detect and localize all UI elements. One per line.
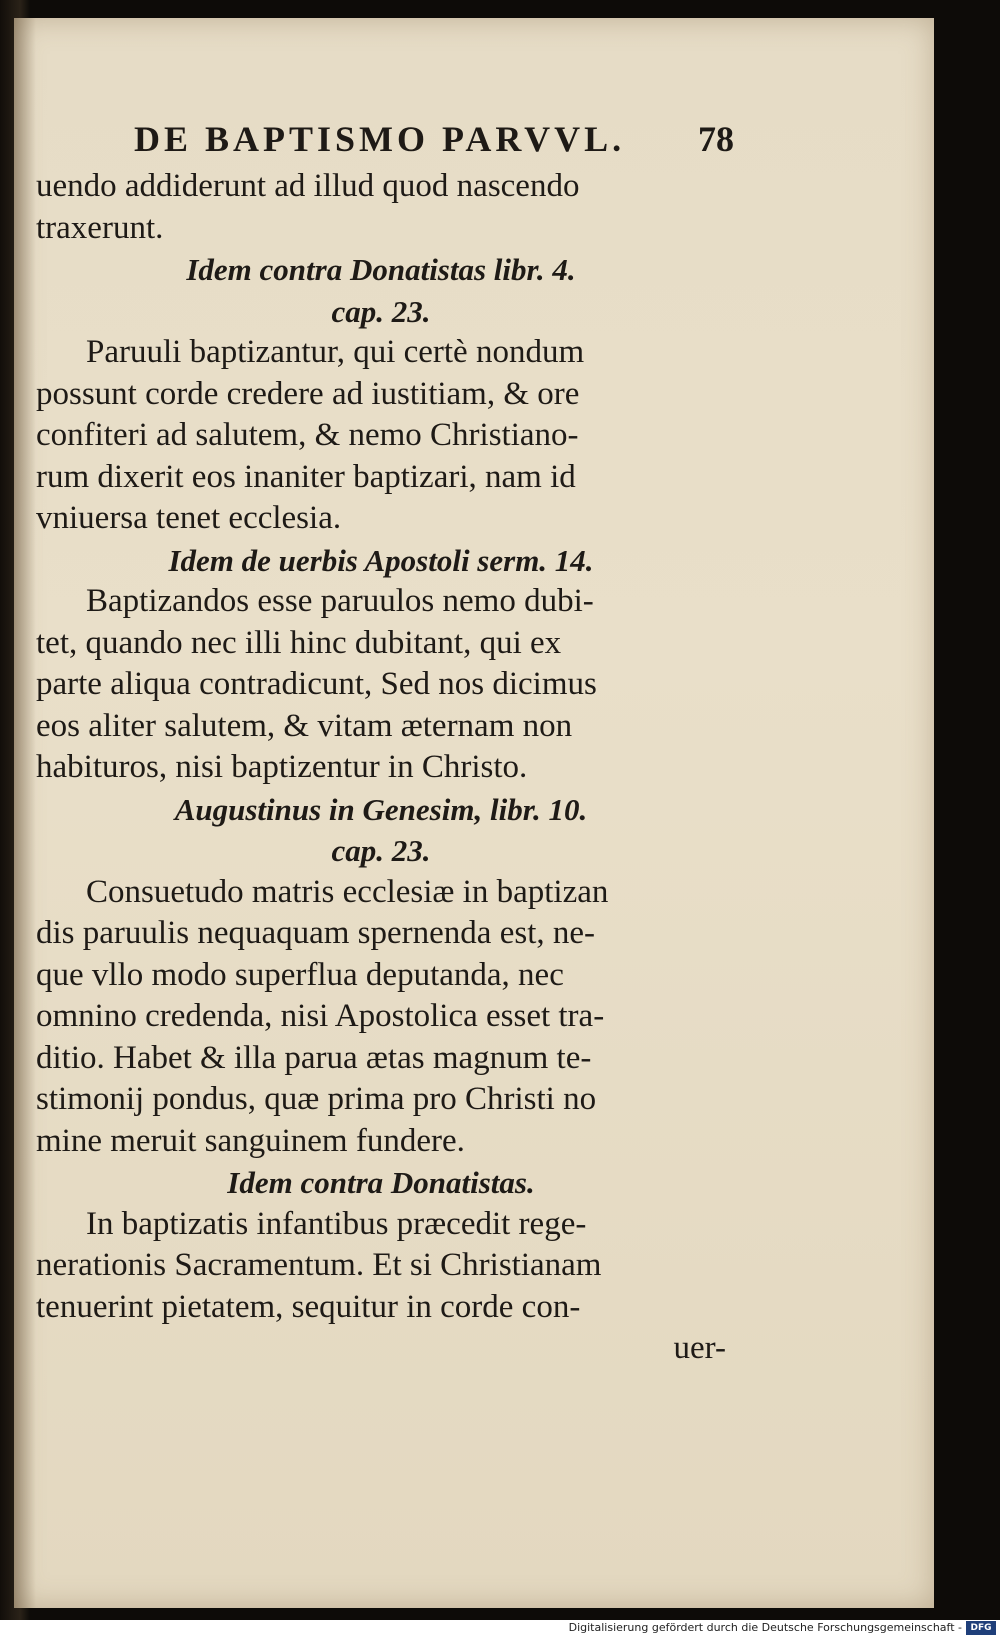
text-line: parte aliqua contradicunt, Sed nos dicimus: [36, 666, 597, 702]
text-line: Baptizandos esse paruulos nemo dubi-: [86, 583, 594, 619]
text-line: Consuetudo matris ecclesiæ in baptizan: [86, 873, 609, 910]
text-block: [36, 166, 726, 1370]
text-line: mine meruit sanguinem fundere.: [36, 1122, 465, 1159]
section-heading: Idem contra Donatistas libr. 4.: [186, 252, 576, 287]
text-line: tenuerint pietatem, sequitur in corde con-: [36, 1288, 581, 1325]
section-heading: Augustinus in Genesim, libr. 10.: [174, 791, 588, 827]
text-line: rum dixerit eos inaniter baptizari, nam id: [36, 458, 576, 495]
text-line: ditio. Habet & illa parua ætas magnum te-: [36, 1039, 592, 1076]
section-heading: cap. 23.: [331, 293, 431, 329]
book-page: [14, 18, 934, 1608]
running-title: DE BAPTISMO PARVVL.: [134, 119, 626, 159]
footer-bar: [0, 1620, 1000, 1637]
running-head: [134, 118, 734, 166]
section-heading: cap. 23.: [331, 833, 431, 868]
text-line: eos aliter salutem, & vitam æternam non: [36, 707, 573, 744]
text-line: Paruuli baptizantur, qui certè nondum: [86, 334, 585, 370]
dfg-logo-icon: DFG: [966, 1621, 996, 1635]
text-line: tet, quando nec illi hinc dubitant, qui ex: [36, 624, 562, 661]
text-line: In baptizatis infantibus præcedit rege-: [86, 1205, 587, 1242]
text-line: possunt corde credere ad iustitiam, & ore: [36, 375, 580, 412]
section-heading: Idem de uerbis Apostoli serm. 14.: [168, 542, 594, 578]
text-line: dis paruulis nequaquam spernenda est, ne-: [36, 915, 596, 951]
text-line: que vllo modo superflua deputanda, nec: [36, 956, 564, 993]
funding-credit: Digitalisierung gefördert durch die Deutsche Forschungsgemeinschaft -: [568, 1621, 962, 1634]
section-heading: Idem contra Donatistas.: [227, 1165, 535, 1200]
text-line: vniuersa tenet ecclesia.: [36, 500, 342, 536]
catchword: uer-: [673, 1330, 726, 1366]
text-line: uendo addiderunt ad illud quod nascendo: [36, 168, 580, 204]
text-line: confiteri ad salutem, & nemo Christiano-: [36, 417, 579, 453]
text-line: traxerunt.: [36, 209, 164, 246]
text-line: omnino credenda, nisi Apostolica esset tra-: [36, 998, 605, 1034]
page-number: 78: [698, 119, 734, 159]
text-line: stimonij pondus, quæ prima pro Christi no: [36, 1081, 597, 1117]
text-line: nerationis Sacramentum. Et si Christianam: [36, 1247, 602, 1283]
text-line: habituros, nisi baptizentur in Christo.: [36, 749, 528, 785]
